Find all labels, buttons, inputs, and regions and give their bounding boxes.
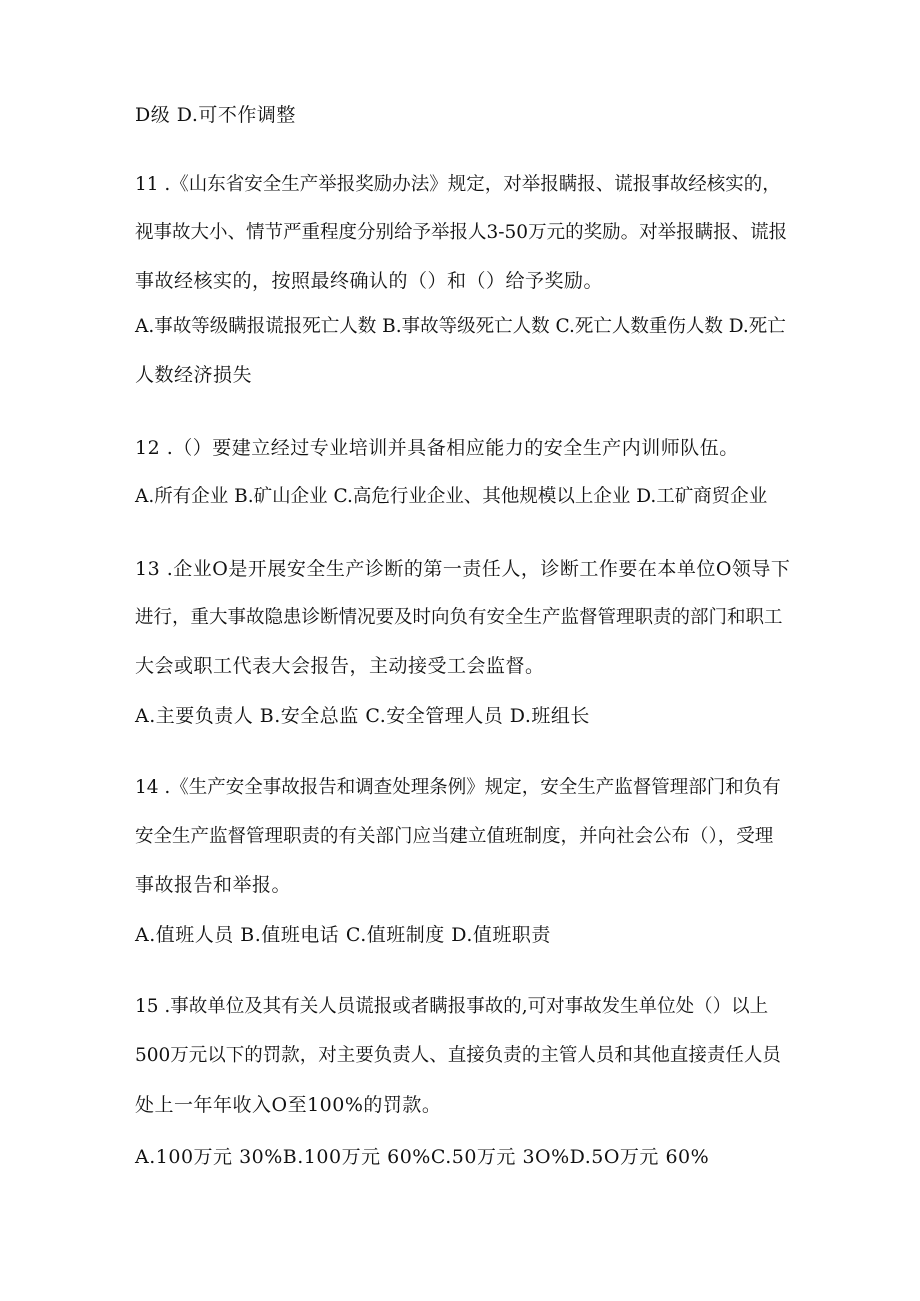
q13-stem-line-1: 13 .企业O是开展安全生产诊断的第一责任人，诊断工作要在本单位O领导下 [135, 558, 791, 580]
q14-stem-line-1: 14 .《生产安全事故报告和调查处理条例》规定，安全生产监督管理部门和负有 [135, 777, 781, 798]
q12-stem: 12 .（）要建立经过专业培训并具备相应能力的安全生产内训师队伍。 [135, 437, 739, 459]
q11-options-line-1: A.事故等级瞒报谎报死亡人数 B.事故等级死亡人数 C.死亡人数重伤人数 D.死亡 [135, 316, 786, 337]
q14-stem-line-2: 安全生产监督管理职责的有关部门应当建立值班制度，并向社会公布（），受理 [135, 826, 774, 847]
q11-stem-line-3: 事故经核实的，按照最终确认的（）和（）给予奖励。 [135, 270, 604, 292]
q15-stem-line-3: 处上一年年收入O至100%的罚款。 [135, 1094, 442, 1116]
q11-stem-line-1: 11 .《山东省安全生产举报奖励办法》规定，对举报瞒报、谎报事故经核实的， [135, 174, 781, 195]
q13-stem-line-3: 大会或职工代表大会报告，主动接受工会监督。 [135, 655, 545, 677]
q14-stem-line-3: 事故报告和举报。 [135, 874, 292, 896]
q10-option-tail: D级 D.可不作调整 [135, 104, 296, 126]
q13-stem-line-2: 进行，重大事故隐患诊断情况要及时向负有安全生产监督管理职责的部门和职工 [135, 607, 783, 628]
q11-options-line-2: 人数经济损失 [135, 364, 253, 386]
q15-options: A.100万元 30%B.100万元 60%C.50万元 3O%D.5O万元 60% [135, 1146, 710, 1168]
q15-stem-line-1: 15 .事故单位及其有关人员谎报或者瞒报事故的,可对事故发生单位处（）以上 [135, 996, 769, 1017]
q11-stem-line-2: 视事故大小、情节严重程度分别给予举报人3-50万元的奖励。对举报瞒报、谎报 [135, 222, 788, 243]
q12-options: A.所有企业 B.矿山企业 C.高危行业企业、其他规模以上企业 D.工矿商贸企业 [135, 486, 768, 507]
q13-options: A.主要负责人 B.安全总监 C.安全管理人员 D.班组长 [135, 705, 590, 727]
q15-stem-line-2: 500万元以下的罚款，对主要负责人、直接负责的主管人员和其他直接责任人员 [135, 1045, 781, 1066]
q14-options: A.值班人员 B.值班电话 C.值班制度 D.值班职责 [135, 924, 551, 946]
